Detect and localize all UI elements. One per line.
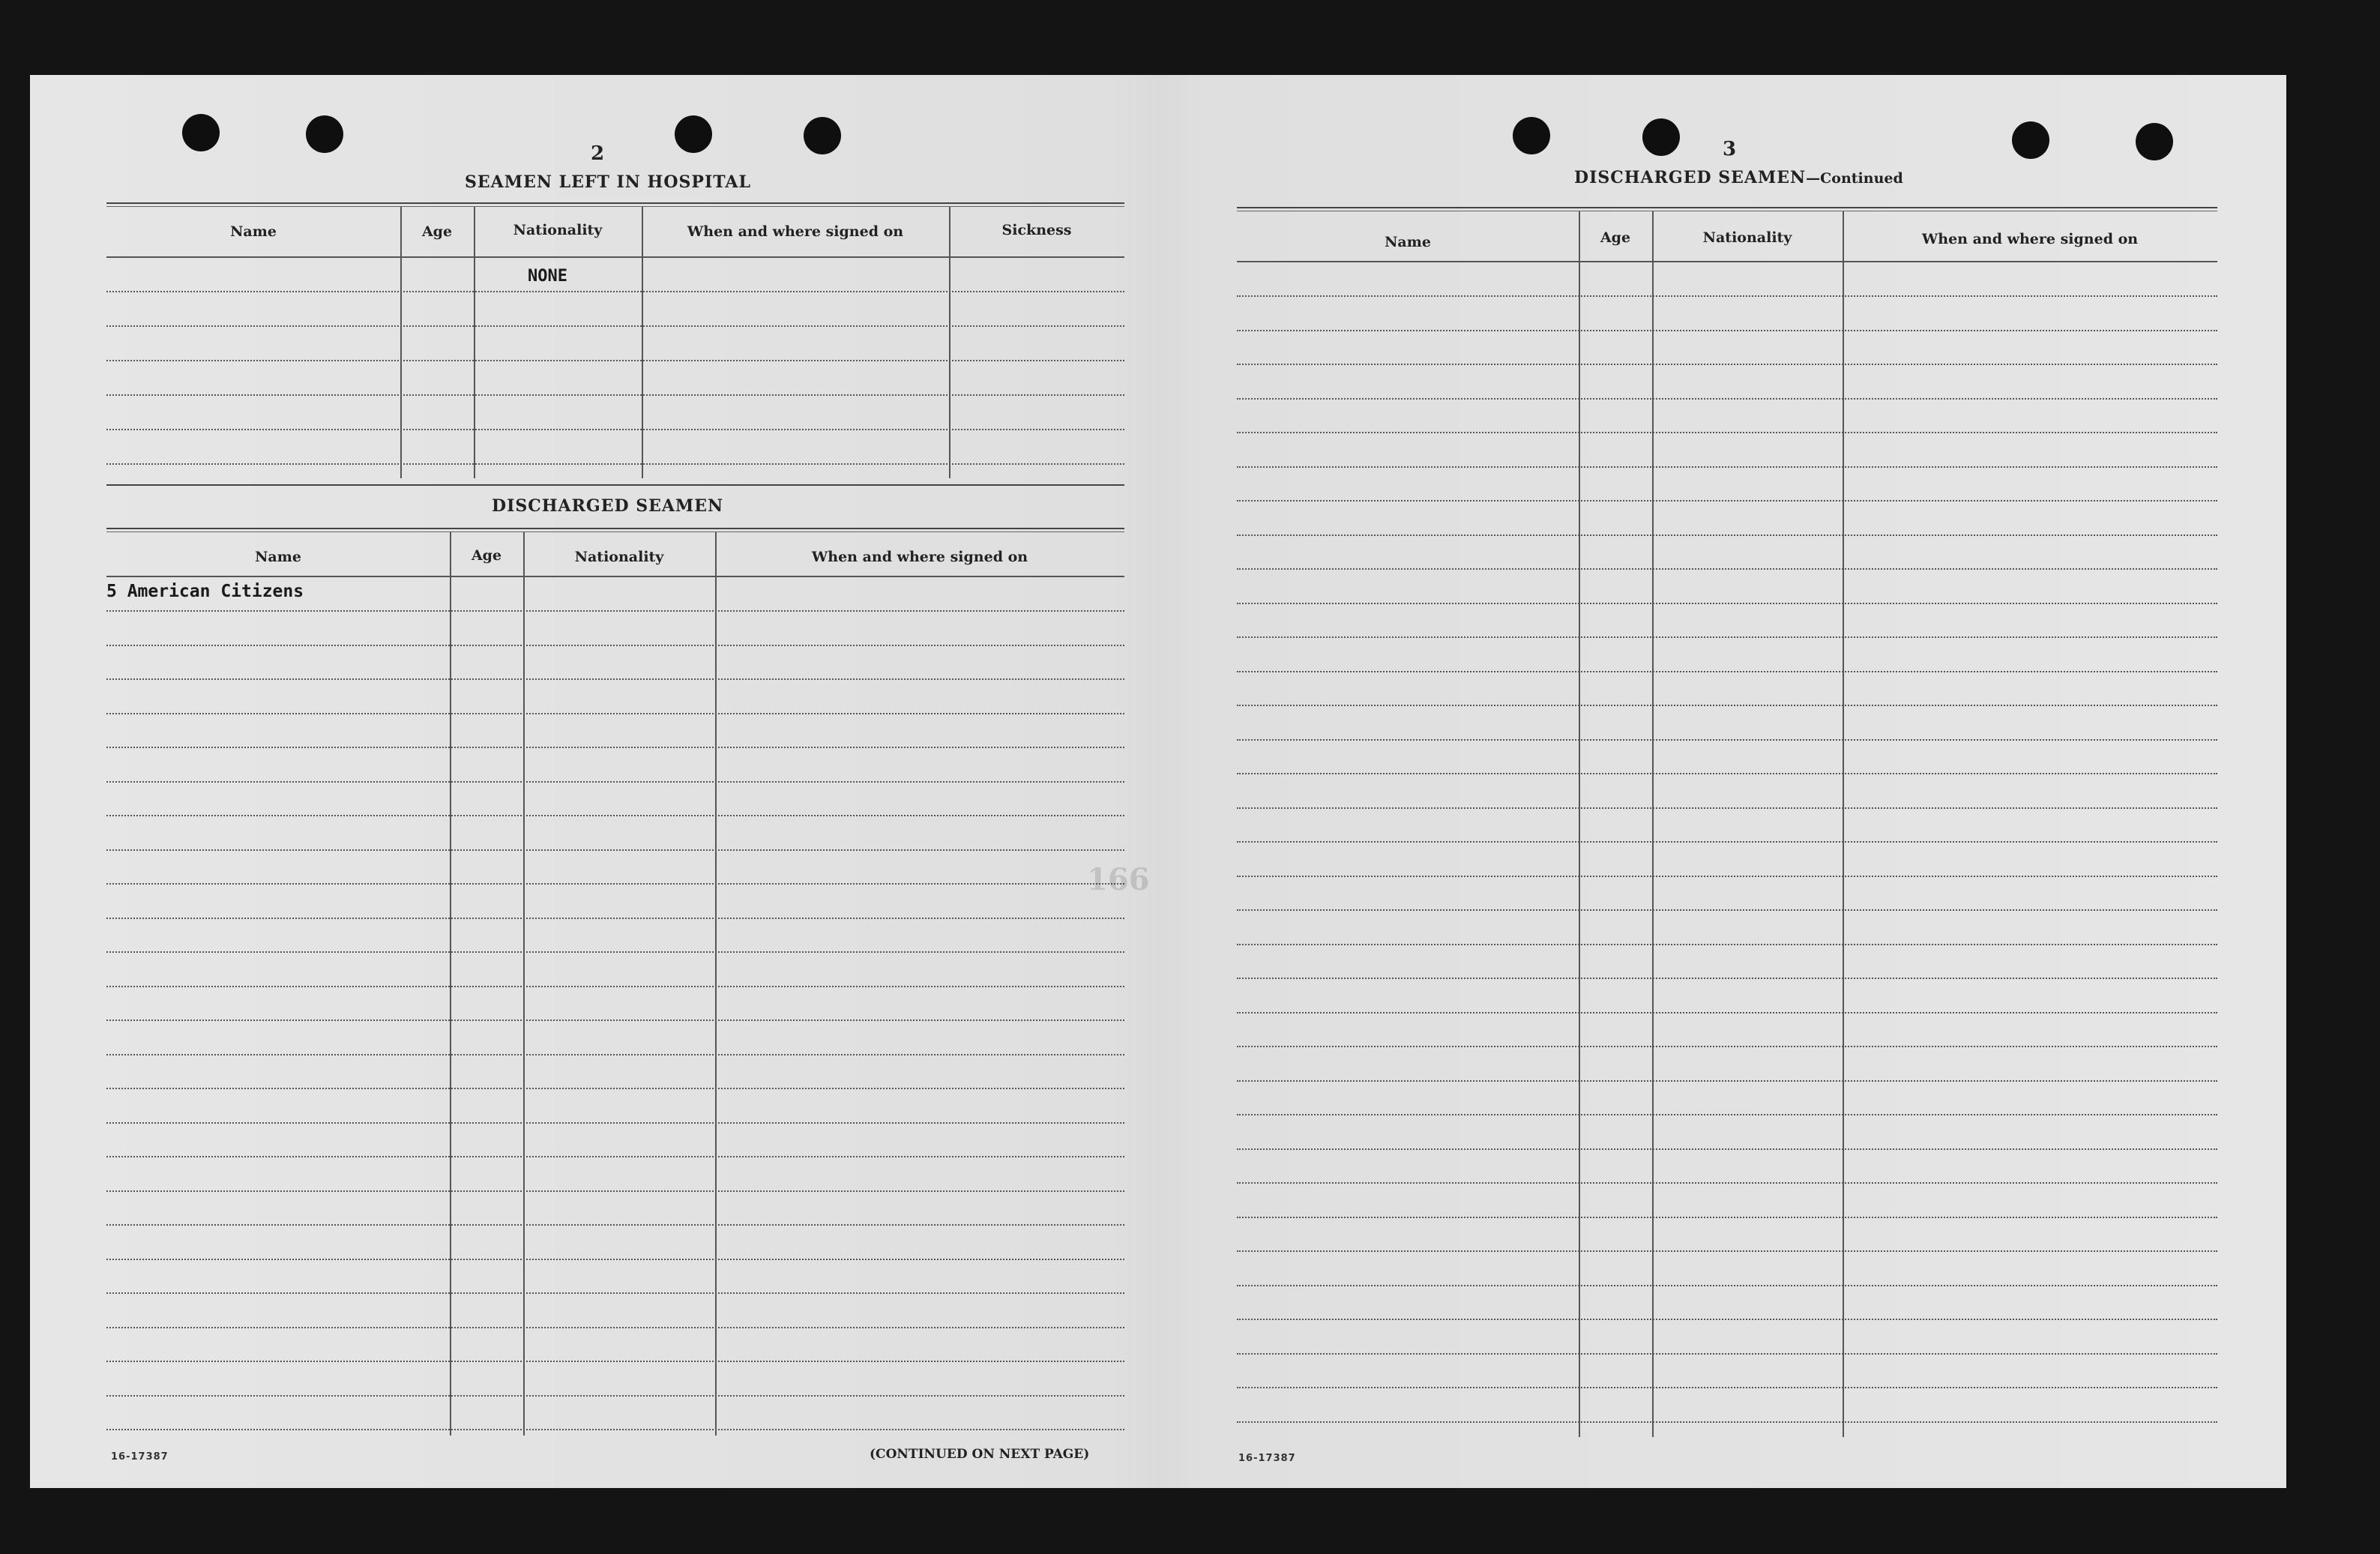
table-row [1237, 603, 2217, 604]
table-row [106, 1361, 1124, 1362]
column-divider [450, 532, 451, 1436]
form-code-right: 16-17387 [1238, 1453, 1296, 1464]
table-row [106, 325, 1124, 327]
punch-hole [1642, 118, 1680, 156]
table-row [106, 1292, 1124, 1294]
punch-hole [306, 115, 343, 153]
table-row [106, 1224, 1124, 1226]
table-row [1237, 364, 2217, 365]
column-divider [949, 207, 951, 478]
col-header-name: Name [230, 223, 277, 240]
column-divider [1579, 211, 1580, 1437]
table-row [106, 951, 1124, 953]
table-row [1237, 671, 2217, 672]
table-row [106, 1259, 1124, 1260]
table-row [106, 291, 1124, 292]
table-row [1237, 1421, 2217, 1423]
col-header-age: Age [1600, 229, 1631, 246]
table-row [106, 713, 1124, 714]
table-row [1237, 876, 2217, 877]
table-row [1237, 1217, 2217, 1218]
table-row [106, 1020, 1124, 1021]
column-divider [715, 532, 717, 1436]
table-row [1237, 1012, 2217, 1014]
table-row [1237, 978, 2217, 979]
section-rule [106, 484, 1124, 486]
header-underline [106, 256, 1124, 258]
column-divider [1843, 211, 1844, 1437]
table-row [1237, 1285, 2217, 1286]
table-row [106, 645, 1124, 646]
punch-hole [804, 117, 841, 154]
table-row [106, 1429, 1124, 1430]
col-header-age: Age [421, 223, 453, 240]
discharged-continued-title [1574, 168, 1903, 187]
col-header-signed-on: When and where signed on [1921, 231, 2139, 247]
table-row [1237, 1319, 2217, 1320]
col-header-nationality: Nationality [574, 549, 664, 565]
hospital-section-title: SEAMEN LEFT IN HOSPITAL [465, 172, 751, 192]
table-row [1237, 1148, 2217, 1150]
column-divider [474, 207, 475, 478]
table-row [1237, 909, 2217, 911]
table-row [1237, 500, 2217, 502]
table-row [1237, 944, 2217, 945]
hospital-table [106, 207, 1124, 484]
table-row [1237, 568, 2217, 570]
column-divider [1652, 211, 1654, 1437]
column-divider [642, 207, 643, 478]
page-number-left: 2 [591, 142, 605, 165]
table-row [1237, 1250, 2217, 1252]
table-row [106, 883, 1124, 885]
table-row [1237, 432, 2217, 433]
table-row [1237, 705, 2217, 706]
table-row [1237, 773, 2217, 774]
table-row [106, 918, 1124, 919]
table-row [106, 360, 1124, 361]
table-row [106, 463, 1124, 465]
table-row [1237, 1114, 2217, 1115]
table-row [106, 1088, 1124, 1089]
header-underline [1237, 261, 2217, 262]
table-row [106, 1054, 1124, 1055]
table-row [1237, 1046, 2217, 1047]
discharged-continued-title-suffix: —Continued [1806, 170, 1903, 187]
table-row [106, 815, 1124, 816]
table-row [106, 1395, 1124, 1397]
table-row [1237, 636, 2217, 638]
table-row [1237, 1353, 2217, 1355]
col-header-age: Age [471, 547, 502, 564]
table-row [106, 1327, 1124, 1328]
table-row [106, 394, 1124, 396]
table-row [1237, 841, 2217, 843]
page-number-right: 3 [1723, 138, 1737, 160]
discharged-continued-title-main: DISCHARGED SEAMEN [1574, 168, 1807, 187]
col-header-signed-on: When and where signed on [811, 549, 1028, 565]
col-header-signed-on: When and where signed on [687, 223, 904, 240]
table-row [106, 610, 1124, 612]
hospital-entry: NONE [528, 267, 567, 286]
table-row [1237, 807, 2217, 809]
table-row [106, 429, 1124, 430]
discharged-section-title: DISCHARGED SEAMEN [492, 496, 724, 516]
table-row [106, 678, 1124, 680]
table-row [1237, 1182, 2217, 1184]
table-row [106, 849, 1124, 851]
table-row [1237, 1080, 2217, 1082]
header-underline [106, 576, 1124, 577]
table-row [1237, 739, 2217, 741]
punch-hole [182, 114, 220, 151]
table-row [1237, 466, 2217, 468]
table-row [106, 747, 1124, 748]
faint-stamp: 166 [1087, 862, 1150, 897]
punch-hole [1513, 117, 1550, 154]
discharged-entry: 5 American Citizens [106, 582, 304, 601]
column-divider [400, 207, 402, 478]
table-row [1237, 330, 2217, 331]
punch-hole [2012, 121, 2049, 159]
table-row [1237, 534, 2217, 536]
punch-hole [2136, 123, 2173, 160]
col-header-name: Name [1385, 234, 1431, 250]
table-row [1237, 295, 2217, 297]
col-header-nationality: Nationality [1702, 229, 1792, 246]
form-code-left: 16-17387 [111, 1451, 169, 1463]
continued-note: (CONTINUED ON NEXT PAGE) [870, 1447, 1090, 1462]
document-sheet [30, 75, 2286, 1488]
table-row [106, 1122, 1124, 1124]
discharged-table-left [106, 532, 1124, 1439]
col-header-name: Name [255, 549, 301, 565]
table-row [1237, 398, 2217, 400]
col-header-nationality: Nationality [513, 222, 603, 238]
punch-hole [675, 115, 712, 153]
table-row [1237, 1387, 2217, 1388]
table-row [106, 1156, 1124, 1157]
col-header-sickness: Sickness [1001, 222, 1072, 238]
column-divider [523, 532, 525, 1436]
table-row [106, 986, 1124, 987]
table-row [106, 781, 1124, 783]
discharged-table-right [1237, 211, 2217, 1441]
table-row [106, 1190, 1124, 1192]
